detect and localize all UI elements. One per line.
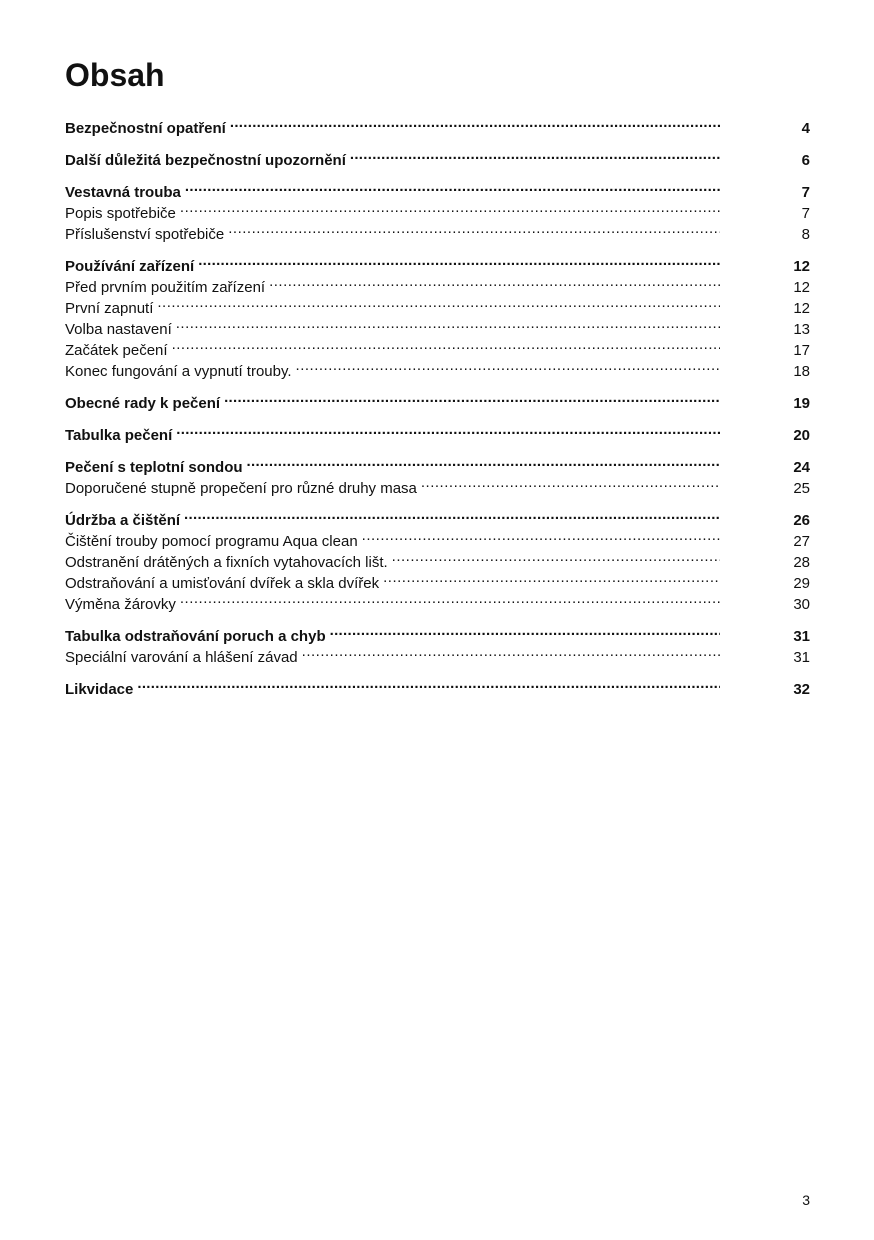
dot-leader bbox=[180, 197, 720, 218]
table-of-contents bbox=[65, 112, 810, 705]
dot-leader bbox=[184, 504, 720, 525]
toc-heading-row[interactable] bbox=[65, 176, 810, 201]
toc-section bbox=[65, 112, 810, 137]
dot-leader bbox=[176, 419, 720, 440]
toc-item-label: Volba nastavení bbox=[65, 321, 172, 338]
toc-page-number: 18 bbox=[793, 363, 810, 380]
toc-heading-row[interactable] bbox=[65, 144, 810, 169]
toc-page-number: 31 bbox=[793, 649, 810, 666]
toc-page-number: 30 bbox=[793, 596, 810, 613]
toc-section bbox=[65, 144, 810, 169]
toc-page-number: 19 bbox=[793, 395, 810, 412]
toc-page-number: 25 bbox=[793, 480, 810, 497]
toc-page-number: 17 bbox=[793, 342, 810, 359]
toc-heading-label: Používání zařízení bbox=[65, 258, 195, 275]
dot-leader bbox=[362, 525, 720, 546]
dot-leader bbox=[330, 620, 720, 641]
toc-section bbox=[65, 620, 810, 666]
toc-page-number: 6 bbox=[801, 152, 810, 169]
dot-leader bbox=[224, 387, 720, 408]
toc-section bbox=[65, 451, 810, 497]
dot-leader bbox=[302, 641, 720, 662]
toc-page-number: 24 bbox=[793, 459, 810, 476]
toc-heading-label: Obecné rady k pečení bbox=[65, 395, 221, 412]
toc-page-number: 29 bbox=[793, 575, 810, 592]
toc-page-number: 20 bbox=[793, 427, 810, 444]
toc-heading-label: Další důležitá bezpečnostní upozornění bbox=[65, 152, 346, 169]
dot-leader bbox=[269, 271, 720, 292]
dot-leader bbox=[392, 546, 720, 567]
toc-heading-label: Bezpečnostní opatření bbox=[65, 120, 226, 137]
toc-item-label: Čištění trouby pomocí programu Aqua clean bbox=[65, 533, 358, 550]
toc-page-number: 12 bbox=[793, 300, 810, 317]
dot-leader bbox=[296, 355, 720, 376]
toc-item-label: Odstraňování a umisťování dvířek a skla dvířek bbox=[65, 575, 380, 592]
toc-item-label: Speciální varování a hlášení závad bbox=[65, 649, 298, 666]
dot-leader bbox=[172, 334, 720, 355]
toc-item-label: Konec fungování a vypnutí trouby. bbox=[65, 363, 292, 380]
toc-heading-row[interactable] bbox=[65, 387, 810, 412]
toc-heading-label: Tabulka odstraňování poruch a chyb bbox=[65, 628, 326, 645]
dot-leader bbox=[176, 313, 720, 334]
toc-page-number: 12 bbox=[793, 279, 810, 296]
toc-item-label: Výměna žárovky bbox=[65, 596, 176, 613]
page-title: Obsah bbox=[65, 57, 165, 93]
dot-leader bbox=[185, 176, 720, 197]
toc-item-label: Začátek pečení bbox=[65, 342, 168, 359]
toc-section bbox=[65, 250, 810, 380]
toc-heading-row[interactable] bbox=[65, 620, 810, 645]
toc-heading-label: Údržba a čištění bbox=[65, 512, 181, 529]
toc-item-row[interactable] bbox=[65, 313, 810, 338]
toc-page-number: 8 bbox=[801, 226, 810, 243]
dot-leader bbox=[228, 218, 720, 239]
toc-heading-label: Likvidace bbox=[65, 681, 134, 698]
toc-section bbox=[65, 419, 810, 444]
toc-item-row[interactable] bbox=[65, 355, 810, 380]
toc-page-number: 26 bbox=[793, 512, 810, 529]
dot-leader bbox=[180, 588, 720, 609]
toc-heading-label: Tabulka pečení bbox=[65, 427, 173, 444]
toc-page-number: 31 bbox=[793, 628, 810, 645]
dot-leader bbox=[247, 451, 720, 472]
toc-page-number: 28 bbox=[793, 554, 810, 571]
dot-leader bbox=[198, 250, 720, 271]
toc-page-number: 32 bbox=[793, 681, 810, 698]
dot-leader bbox=[421, 472, 720, 493]
toc-heading-row[interactable] bbox=[65, 504, 810, 529]
toc-page-number: 13 bbox=[793, 321, 810, 338]
dot-leader bbox=[137, 673, 720, 694]
toc-page-number: 12 bbox=[793, 258, 810, 275]
toc-item-label: Odstranění drátěných a fixních vytahovacích lišt. bbox=[65, 554, 388, 571]
toc-heading-row[interactable] bbox=[65, 419, 810, 444]
toc-page-number: 27 bbox=[793, 533, 810, 550]
toc-item-row[interactable] bbox=[65, 292, 810, 317]
toc-heading-row[interactable] bbox=[65, 673, 810, 698]
toc-section bbox=[65, 673, 810, 698]
dot-leader bbox=[230, 112, 720, 133]
toc-item-label: Popis spotřebiče bbox=[65, 205, 176, 222]
dot-leader bbox=[350, 144, 720, 165]
page-number: 3 bbox=[802, 1192, 810, 1208]
toc-heading-row[interactable] bbox=[65, 112, 810, 137]
toc-section bbox=[65, 387, 810, 412]
toc-section bbox=[65, 504, 810, 613]
dot-leader bbox=[383, 567, 720, 588]
toc-page-number: 7 bbox=[801, 184, 810, 201]
toc-item-label: Příslušenství spotřebiče bbox=[65, 226, 225, 243]
dot-leader bbox=[157, 292, 720, 313]
toc-page-number: 4 bbox=[801, 120, 810, 137]
toc-heading-row[interactable] bbox=[65, 451, 810, 476]
toc-heading-label: Vestavná trouba bbox=[65, 184, 181, 201]
toc-page-number: 7 bbox=[801, 205, 810, 222]
toc-item-label: Před prvním použitím zařízení bbox=[65, 279, 266, 296]
toc-heading-row[interactable] bbox=[65, 250, 810, 275]
toc-item-row[interactable] bbox=[65, 334, 810, 359]
toc-heading-label: Pečení s teplotní sondou bbox=[65, 459, 243, 476]
toc-item-label: První zapnutí bbox=[65, 300, 154, 317]
toc-item-label: Doporučené stupně propečení pro různé druhy masa bbox=[65, 480, 417, 497]
toc-section bbox=[65, 176, 810, 243]
